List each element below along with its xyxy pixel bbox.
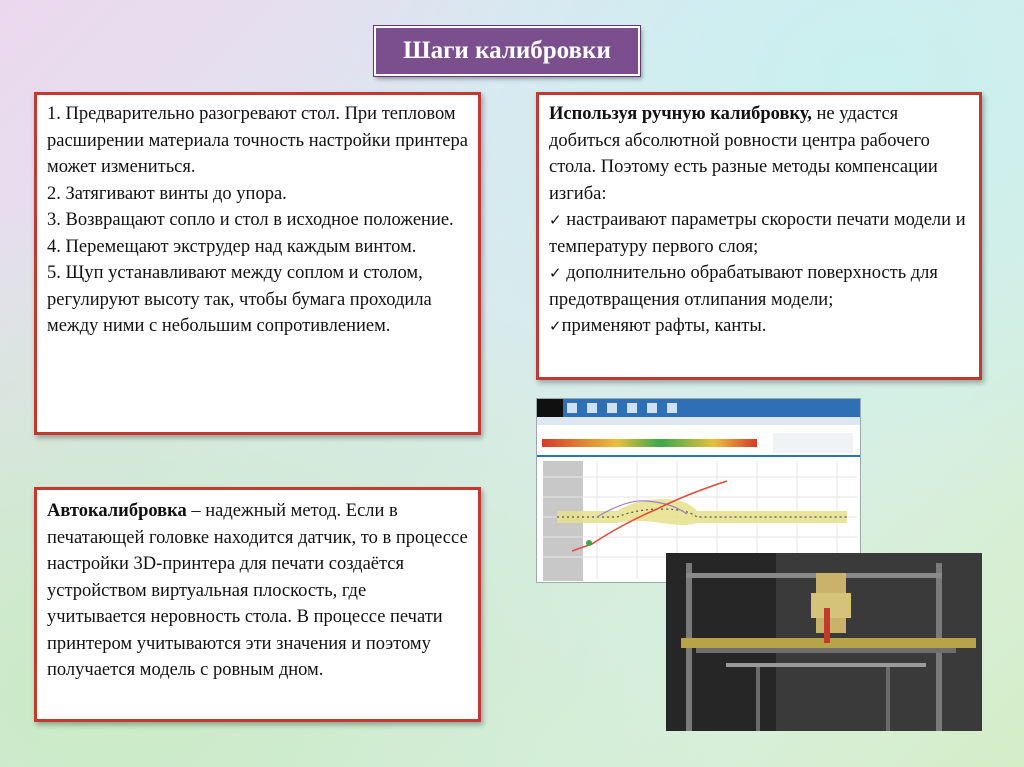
printer-photo-image [666,553,982,731]
step-item-3: 3. Возвращают сопло и стол в исходное положение. [47,210,454,230]
step-item-5: 5. Щуп устанавливают между соплом и столом, регулируют высоту так, чтобы бумага проходила между ними с небольшим сопротивлением. [47,263,432,336]
manual-intro [549,101,969,207]
manual-item-text: настраивают параметры скорости печати модели и температуру первого слоя; [549,210,966,257]
step-item-2: 2. Затягивают винты до упора. [47,183,287,204]
step-item-4: 4. Перемещают экструдер над каждым винтом. [47,236,417,257]
checkmark-icon: ✓ [549,211,562,229]
manual-calibration-card [536,92,982,380]
auto-rest-text: – надежный метод. Если в печатающей головке находится датчик, то в процессе настройки 3D-принтера для печати создаётся устройством виртуальная плоскость, где учитывается неровность стола. В процессе печати принтером учитываются эти значения и поэтому получается модель с ровным дном. [47,501,468,680]
manual-intro-text: не удастся добиться абсолютной ровности центра рабочего стола. Поэтому есть разные методы компенсации изгиба: [549,104,938,204]
manual-item-2 [549,260,969,313]
auto-calibration-card [34,487,481,722]
auto-lead-bold: Автокалибровка [47,501,187,521]
printer-photo [666,553,982,731]
manual-item-1 [549,207,969,260]
manual-item-3 [549,313,969,340]
manual-item-text: дополнительно обрабатывают поверхность для предотвращения отлипания модели; [549,263,938,310]
checkmark-icon: ✓ [549,317,562,335]
manual-item-text: применяют рафты, канты. [561,316,767,336]
checkmark-icon: ✓ [549,264,562,282]
step-item-1: 1. Предварительно разогревают стол. При тепловом расширении материала точность настройки принтера может измениться. [47,104,468,177]
manual-intro-bold: Используя ручную калибровку, [549,104,812,124]
steps-card [34,92,481,435]
slide-title: Шаги калибровки [374,26,640,76]
auto-text [47,498,468,684]
